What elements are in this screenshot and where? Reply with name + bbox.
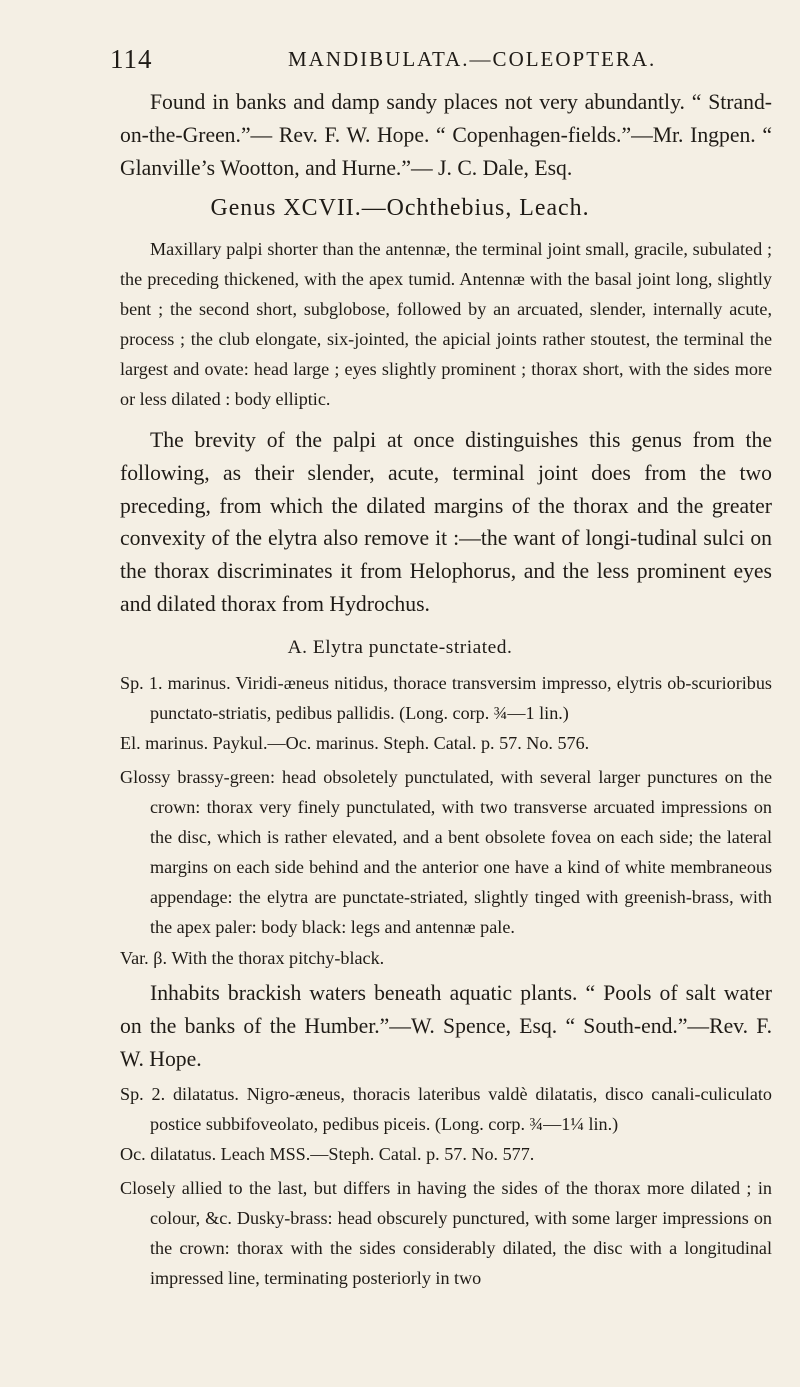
genus-heading: Genus XCVII.—Ochthebius, Leach. bbox=[210, 195, 590, 221]
page-number: 114 bbox=[110, 44, 153, 74]
species-1-habitat: Inhabits brackish waters beneath aquatic plants. “ Pools of salt water on the banks of the Humber.”—W. Spence, Esq. “ South-end.”—Rev. F. W. Hope. bbox=[120, 981, 772, 1071]
species-2-diagnosis: Sp. 2. dilatatus. Nigro-æneus, thoracis lateribus valdè dilatatis, disco canali-culiculato postice subbifoveolato, pedibus piceis. (Long. corp. ¾—1¼ lin.) bbox=[120, 1084, 772, 1135]
species-2-description: Closely allied to the last, but differs in having the sides of the thorax more dilated ; in colour, &c. Dusky-brass: head obscurely punctured, with some larger impressions on the crown: thorax with the sides considerably dilated, the disc with a longitudinal impressed line, terminating posteriorly in two bbox=[120, 1178, 772, 1289]
species-1-diagnosis: Sp. 1. marinus. Viridi-æneus nitidus, thorace transversim impresso, elytris ob-scurioribus punctato-striatis, pedibus pallidis. (Long. corp. ¾—1 lin.) bbox=[120, 673, 772, 724]
intro-paragraph: Found in banks and damp sandy places not very abundantly. “ Strand-on-the-Green.”— Rev. F. W. Hope. “ Copenhagen-fields.”—Mr. Ingpen. “ Glanville’s Wootton, and Hurne.”— J. C. Dale, Esq. bbox=[120, 90, 772, 180]
page-header bbox=[110, 44, 770, 74]
genus-remarks: The brevity of the palpi at once distinguishes this genus from the following, as their slender, acute, terminal joint does from the two preceding, from which the dilated margins of the thorax and the greater convexity of the elytra also remove it :—the want of longi-tudinal sulci on the thorax discriminates it from Helophorus, and the less prominent eyes and dilated thorax from Hydrochus. bbox=[120, 428, 772, 616]
species-1-variety: Var. β. With the thorax pitchy-black. bbox=[120, 948, 385, 968]
section-heading: A. Elytra punctate-striated. bbox=[287, 637, 513, 658]
genus-description: Maxillary palpi shorter than the antennæ, the terminal joint small, gracile, subulated ; the preceding thickened, with the apex tumid. Antennæ with the basal joint long, slightly bent ; the second short, subglobose, followed by an arcuated, slender, internally acute, process ; the club elongate, six-jointed, the apicial joints rather stoutest, the terminal the largest and ovate: head large ; eyes slightly prominent ; thorax short, with the sides more or less dilated : body elliptic. bbox=[120, 239, 772, 410]
species-1-synonymy: El. marinus. Paykul.—Oc. marinus. Steph. Catal. p. 57. No. 576. bbox=[120, 733, 590, 753]
running-title: MANDIBULATA.—COLEOPTERA. bbox=[288, 47, 657, 71]
species-2-synonymy: Oc. dilatatus. Leach MSS.—Steph. Catal. p. 57. No. 577. bbox=[120, 1144, 535, 1164]
species-1-description: Glossy brassy-green: head obsoletely punctulated, with several larger punctures on the crown: thorax very finely punctulated, with two transverse arcuated impressions on the disc, which is rather elevated, and a bent obsolete fovea on each side; the lateral margins on each side behind and the anterior one have a kind of white membraneous appendage: the elytra are punctate-striated, slightly tinged with greenish-brass, with the apex paler: body black: legs and antennæ pale. bbox=[120, 767, 772, 938]
